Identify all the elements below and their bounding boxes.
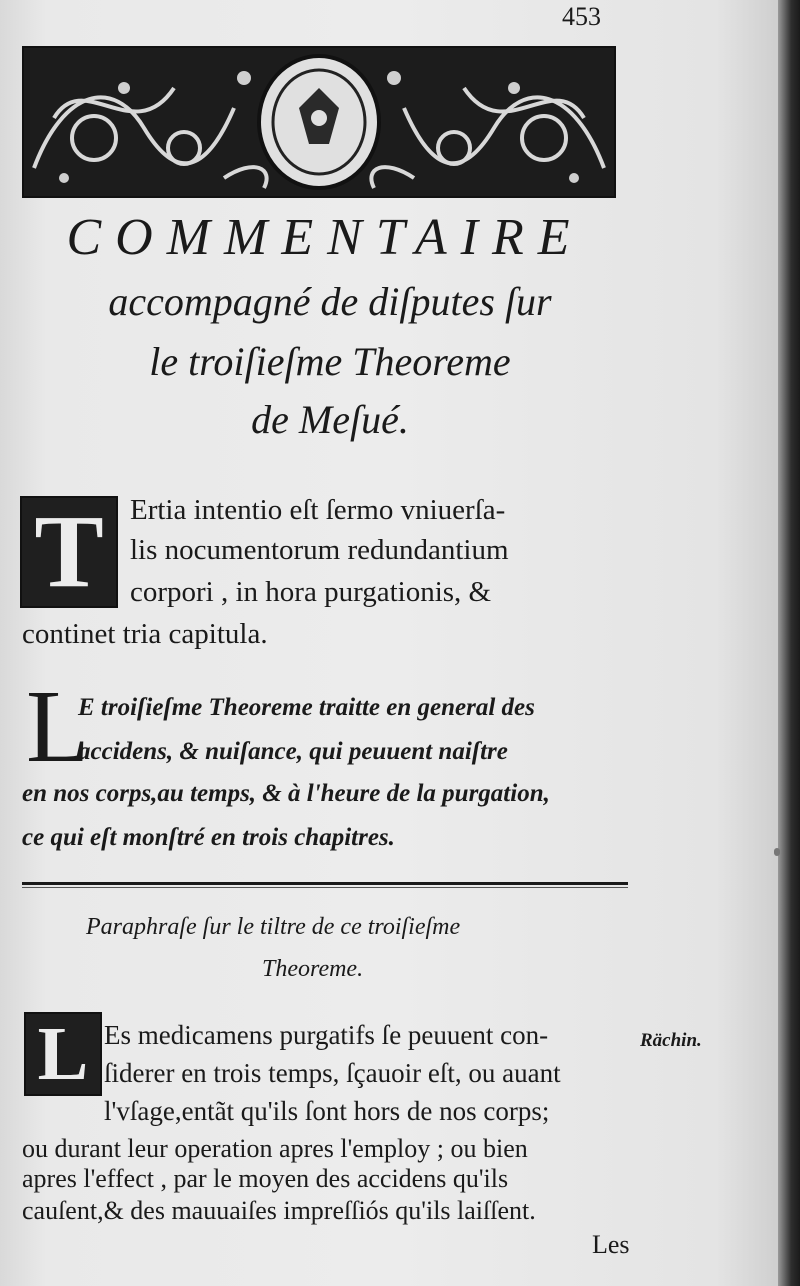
- french-line-2: accidens, & nuiſance, qui peuuent naiſtre: [78, 738, 508, 765]
- french-line-4: ce qui eſt monſtré en trois chapitres.: [22, 824, 395, 851]
- title-line-2: accompagné de diſputes ſur: [108, 279, 552, 324]
- latin-line-2: lis nocumentorum redundantium: [130, 534, 509, 566]
- paper-speck: [774, 848, 780, 856]
- body-line-3: l'vſage,entãt qu'ils ſont hors de nos corps;: [104, 1096, 550, 1126]
- drop-cap-french: L: [26, 669, 90, 784]
- drop-cap-latin: T: [20, 496, 118, 608]
- french-line-1: E troiſieſme Theoreme traitte en general des: [78, 694, 535, 721]
- body-line-4: ou durant leur operation apres l'employ ; ou bien: [22, 1134, 528, 1163]
- body-line-2: ſiderer en trois temps, ſçauoir eſt, ou auant: [104, 1058, 561, 1088]
- body-line-1: Es medicamens purgatifs ſe peuuent con-: [104, 1020, 549, 1050]
- section-divider: [22, 882, 628, 885]
- title-line-4: de Meſué.: [251, 397, 409, 442]
- body-line-5: apres l'effect , par le moyen des accidens qu'ils: [22, 1164, 509, 1193]
- title-main: COMMENTAIRE: [66, 209, 584, 266]
- latin-line-4: continet tria capitula.: [22, 618, 268, 650]
- paraphrase-heading-line-1: Paraphraſe ſur le tiltre de ce troiſieſme: [86, 914, 461, 940]
- section-divider-thin: [22, 887, 628, 888]
- body-line-6: cauſent,& des mauuaiſes impreſſiós qu'ils laiſſent.: [22, 1196, 536, 1225]
- title-line-3: le troiſieſme Theoreme: [149, 339, 511, 384]
- paraphrase-heading-line-2: Theoreme.: [262, 956, 364, 982]
- book-binding-edge: [778, 0, 800, 1286]
- latin-line-1: Ertia intentio eſt ſermo vniuerſa-: [130, 494, 506, 526]
- page-number: 453: [562, 2, 601, 31]
- drop-cap-body: L: [24, 1012, 102, 1096]
- margin-note: Rächin.: [640, 1030, 702, 1051]
- catchword: Les: [592, 1230, 630, 1259]
- french-line-3: en nos corps,au temps, & à l'heure de la purgation,: [22, 780, 550, 807]
- ornamental-headpiece: [22, 46, 616, 198]
- latin-line-3: corpori , in hora purgationis, &: [130, 576, 492, 608]
